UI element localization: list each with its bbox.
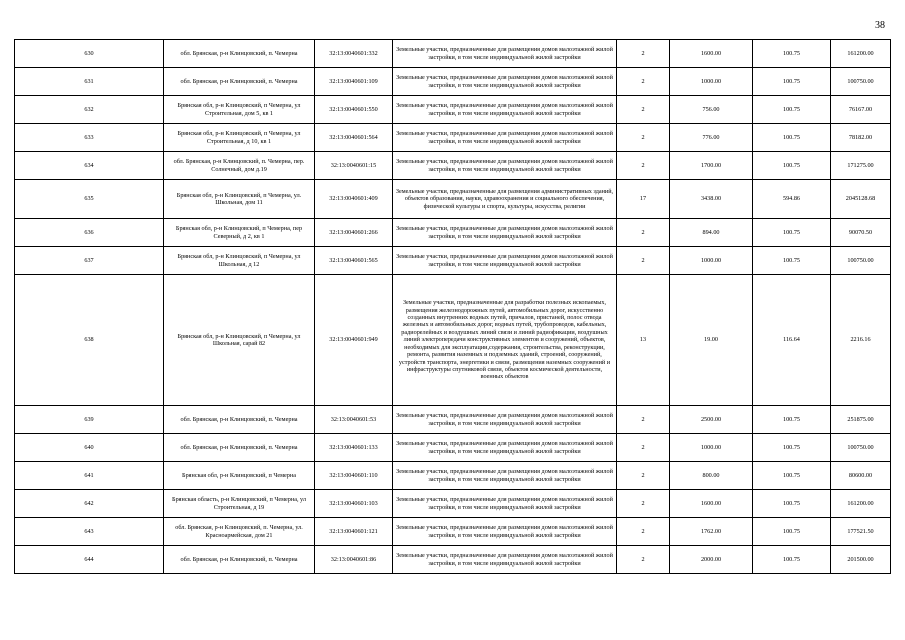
area-cell: 1700.00: [670, 152, 753, 180]
table-row: [15, 490, 891, 518]
land-use-cell: Земельные участки, предназначенные для размещения домов малоэтажной жилой застройки, в том числе индивидуальной жилой застройки: [393, 406, 617, 434]
cadastral-number-cell: 32:13:0040601:266: [315, 219, 393, 247]
group-code-cell: 2: [617, 406, 670, 434]
row-number-cell: 638: [15, 275, 164, 406]
table-row: [15, 152, 891, 180]
cadastral-number-cell: 32:13:0040601:409: [315, 180, 393, 219]
land-use-cell: Земельные участки, предназначенные для размещения домов малоэтажной жилой застройки, в том числе индивидуальной жилой застройки: [393, 490, 617, 518]
table-row: [15, 406, 891, 434]
cadastral-value-cell: 171275.00: [831, 152, 891, 180]
row-number-cell: 642: [15, 490, 164, 518]
table-row: [15, 518, 891, 546]
cadastral-number-cell: 32:13:0040601:86: [315, 546, 393, 574]
area-cell: 894.00: [670, 219, 753, 247]
area-cell: 1000.00: [670, 434, 753, 462]
group-code-cell: 2: [617, 518, 670, 546]
cadastral-value-cell: 80600.00: [831, 462, 891, 490]
area-cell: 1600.00: [670, 490, 753, 518]
group-code-cell: 13: [617, 275, 670, 406]
specific-value-cell: 100.75: [753, 518, 831, 546]
group-code-cell: 2: [617, 219, 670, 247]
table-row: [15, 124, 891, 152]
cadastral-value-table: [14, 39, 891, 574]
land-use-cell: Земельные участки, предназначенные для размещения домов малоэтажной жилой застройки, в том числе индивидуальной жилой застройки: [393, 124, 617, 152]
address-cell: Брянская область, р-н Клинцовский, п Чемерна, ул Строительная, д 19: [164, 490, 315, 518]
cadastral-value-cell: 90070.50: [831, 219, 891, 247]
specific-value-cell: 100.75: [753, 434, 831, 462]
row-number-cell: 639: [15, 406, 164, 434]
cadastral-value-cell: 177521.50: [831, 518, 891, 546]
area-cell: 800.00: [670, 462, 753, 490]
row-number-cell: 636: [15, 219, 164, 247]
address-cell: Брянская обл, р-н Клинцовский, п Чемерна, ул. Школьная, дом 11: [164, 180, 315, 219]
table-body: [15, 40, 891, 574]
table-row: [15, 434, 891, 462]
row-number-cell: 635: [15, 180, 164, 219]
address-cell: Брянская обл, р-н Клинцовский, п Чемерна: [164, 462, 315, 490]
page-number: 38: [875, 20, 885, 31]
cadastral-number-cell: 32:13:0040601:110: [315, 462, 393, 490]
cadastral-value-cell: 161200.00: [831, 490, 891, 518]
specific-value-cell: 100.75: [753, 152, 831, 180]
land-use-cell: Земельные участки, предназначенные для размещения домов малоэтажной жилой застройки, в том числе индивидуальной жилой застройки: [393, 40, 617, 68]
cadastral-number-cell: 32:13:0040601:332: [315, 40, 393, 68]
cadastral-value-cell: 161200.00: [831, 40, 891, 68]
land-use-cell: Земельные участки, предназначенные для размещения домов малоэтажной жилой застройки, в том числе индивидуальной жилой застройки: [393, 152, 617, 180]
land-use-cell: Земельные участки, предназначенные для размещения домов малоэтажной жилой застройки, в том числе индивидуальной жилой застройки: [393, 219, 617, 247]
group-code-cell: 17: [617, 180, 670, 219]
address-cell: обл. Брянская, р-н Клинцовский, п. Чемерна: [164, 68, 315, 96]
address-cell: Брянская обл, р-н Клинцовский, п Чемерна, ул Строительная, д 10, кв 1: [164, 124, 315, 152]
cadastral-number-cell: 32:13:0040601:949: [315, 275, 393, 406]
address-cell: обл. Брянская, р-н Клинцовский, п. Чемерна, ул. Красноармейская, дом 21: [164, 518, 315, 546]
group-code-cell: 2: [617, 124, 670, 152]
cadastral-value-cell: 201500.00: [831, 546, 891, 574]
row-number-cell: 643: [15, 518, 164, 546]
address-cell: Брянская обл, р-н Клинцовский, п Чемерна, ул Строительная, дом 5, кв 1: [164, 96, 315, 124]
area-cell: 1000.00: [670, 68, 753, 96]
land-use-cell: Земельные участки, предназначенные для размещения домов малоэтажной жилой застройки, в том числе индивидуальной жилой застройки: [393, 247, 617, 275]
cadastral-number-cell: 32:13:0040601:15: [315, 152, 393, 180]
cadastral-value-cell: 78182.00: [831, 124, 891, 152]
land-use-cell: Земельные участки, предназначенные для размещения домов малоэтажной жилой застройки, в том числе индивидуальной жилой застройки: [393, 518, 617, 546]
group-code-cell: 2: [617, 68, 670, 96]
cadastral-number-cell: 32:13:0040601:550: [315, 96, 393, 124]
area-cell: 19.00: [670, 275, 753, 406]
group-code-cell: 2: [617, 434, 670, 462]
specific-value-cell: 100.75: [753, 247, 831, 275]
cadastral-value-cell: 2216.16: [831, 275, 891, 406]
row-number-cell: 631: [15, 68, 164, 96]
land-use-cell: Земельные участки, предназначенные для размещения домов малоэтажной жилой застройки, в том числе индивидуальной жилой застройки: [393, 462, 617, 490]
land-use-cell: Земельные участки, предназначенные для размещения административных зданий, объектов образования, науки, здравоохранения и социального обеспечения, физической культуры и спорта, культуры, искусства, религии: [393, 180, 617, 219]
specific-value-cell: 100.75: [753, 490, 831, 518]
area-cell: 1000.00: [670, 247, 753, 275]
specific-value-cell: 100.75: [753, 68, 831, 96]
cadastral-value-cell: 100750.00: [831, 68, 891, 96]
cadastral-value-cell: 100750.00: [831, 247, 891, 275]
cadastral-number-cell: 32:13:0040601:53: [315, 406, 393, 434]
row-number-cell: 634: [15, 152, 164, 180]
group-code-cell: 2: [617, 490, 670, 518]
table-row: [15, 462, 891, 490]
group-code-cell: 2: [617, 152, 670, 180]
cadastral-value-cell: 251875.00: [831, 406, 891, 434]
row-number-cell: 640: [15, 434, 164, 462]
cadastral-number-cell: 32:13:0040601:121: [315, 518, 393, 546]
row-number-cell: 637: [15, 247, 164, 275]
address-cell: обл. Брянская, р-н Клинцовский, п. Чемерна, пер. Солнечный, дом д.19: [164, 152, 315, 180]
land-use-cell: Земельные участки, предназначенные для размещения домов малоэтажной жилой застройки, в том числе индивидуальной жилой застройки: [393, 434, 617, 462]
cadastral-number-cell: 32:13:0040601:564: [315, 124, 393, 152]
area-cell: 1762.00: [670, 518, 753, 546]
table-row: [15, 68, 891, 96]
group-code-cell: 2: [617, 96, 670, 124]
specific-value-cell: 594.86: [753, 180, 831, 219]
area-cell: 2000.00: [670, 546, 753, 574]
address-cell: обл. Брянская, р-н Клинцовский, п. Чемерна: [164, 406, 315, 434]
specific-value-cell: 100.75: [753, 40, 831, 68]
specific-value-cell: 100.75: [753, 96, 831, 124]
table-row: [15, 247, 891, 275]
land-use-cell: Земельные участки, предназначенные для размещения домов малоэтажной жилой застройки, в том числе индивидуальной жилой застройки: [393, 68, 617, 96]
row-number-cell: 641: [15, 462, 164, 490]
row-number-cell: 644: [15, 546, 164, 574]
address-cell: Брянская обл, р-н Клинцовский, п Чемерна, пер Северный, д 2, кв 1: [164, 219, 315, 247]
cadastral-number-cell: 32:13:0040601:103: [315, 490, 393, 518]
land-use-cell: Земельные участки, предназначенные для разработки полезных ископаемых, размещения железнодорожных путей, автомобильных дорог, искусственно созданных внутренних водных путей, причалов, пристаней, полос отвода железных и автомобильных дорог, водных путей, трубопроводов, кабельных, радиорелейных и воздушных линий связи и линий радиофикации, воздушных линий электропередачи конструктивных элементов и сооружений, объектов, необходимых для эксплуатации,содержания, строительства, реконструкции, ремонта, развития наземных и подземных зданий, строений, сооружений, устройств транспорта, энергетики и связи, размещения наземных сооружений и инфраструктуры спутниковой связи, объектов космической деятельности, военных объектов: [393, 275, 617, 406]
area-cell: 3438.00: [670, 180, 753, 219]
address-cell: Брянская обл, р-н Клинцовский, п Чемерна, ул Школьная, сарай 82: [164, 275, 315, 406]
specific-value-cell: 100.75: [753, 124, 831, 152]
area-cell: 776.00: [670, 124, 753, 152]
group-code-cell: 2: [617, 247, 670, 275]
group-code-cell: 2: [617, 546, 670, 574]
cadastral-value-cell: 2045128.68: [831, 180, 891, 219]
table-row: [15, 275, 891, 406]
cadastral-value-cell: 76167.00: [831, 96, 891, 124]
specific-value-cell: 100.75: [753, 406, 831, 434]
row-number-cell: 632: [15, 96, 164, 124]
specific-value-cell: 100.75: [753, 462, 831, 490]
area-cell: 1600.00: [670, 40, 753, 68]
table-row: [15, 219, 891, 247]
specific-value-cell: 100.75: [753, 219, 831, 247]
area-cell: 2500.00: [670, 406, 753, 434]
land-use-cell: Земельные участки, предназначенные для размещения домов малоэтажной жилой застройки, в том числе индивидуальной жилой застройки: [393, 546, 617, 574]
table-row: [15, 40, 891, 68]
group-code-cell: 2: [617, 40, 670, 68]
cadastral-number-cell: 32:13:0040601:109: [315, 68, 393, 96]
area-cell: 756.00: [670, 96, 753, 124]
row-number-cell: 630: [15, 40, 164, 68]
specific-value-cell: 116.64: [753, 275, 831, 406]
land-use-cell: Земельные участки, предназначенные для размещения домов малоэтажной жилой застройки, в том числе индивидуальной жилой застройки: [393, 96, 617, 124]
cadastral-number-cell: 32:13:0040601:133: [315, 434, 393, 462]
cadastral-value-cell: 100750.00: [831, 434, 891, 462]
row-number-cell: 633: [15, 124, 164, 152]
table-row: [15, 546, 891, 574]
address-cell: обл. Брянская, р-н Клинцовский, п. Чемерна: [164, 546, 315, 574]
address-cell: обл. Брянская, р-н Клинцовский, п. Чемерна: [164, 40, 315, 68]
table-row: [15, 96, 891, 124]
specific-value-cell: 100.75: [753, 546, 831, 574]
address-cell: обл. Брянская, р-н Клинцовский, п. Чемерна: [164, 434, 315, 462]
table-row: [15, 180, 891, 219]
cadastral-number-cell: 32:13:0040601:565: [315, 247, 393, 275]
group-code-cell: 2: [617, 462, 670, 490]
address-cell: Брянская обл, р-н Клинцовский, п Чемерна, ул Школьная, д 12: [164, 247, 315, 275]
